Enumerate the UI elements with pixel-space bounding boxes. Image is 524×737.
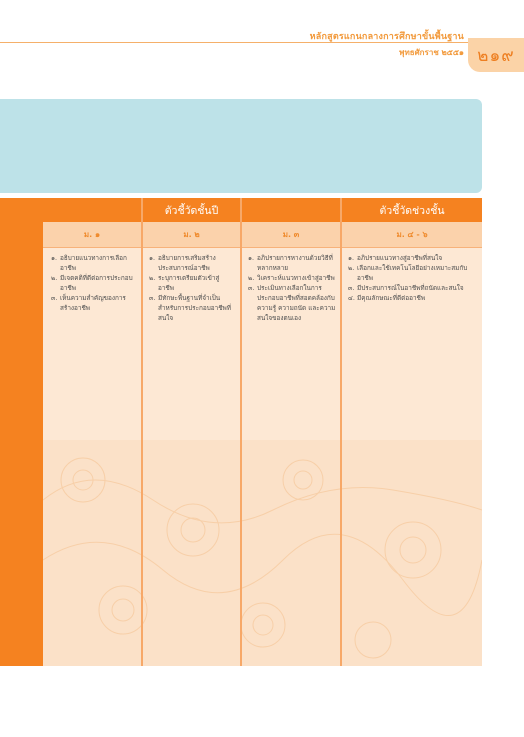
indicator-item: ๒. มีเจตคติที่ดีต่อการประกอบอาชีพ (51, 273, 133, 292)
indicator-item: ๒. ระบุการเตรียมตัวเข้าสู่อาชีพ (149, 273, 220, 292)
indicator-item: ๓. เห็นความสำคัญของการสร้างอาชีพ (51, 293, 126, 312)
indicator-list-m2 (149, 254, 235, 323)
floral-pattern-background (43, 440, 482, 666)
indicator-list-m1 (51, 254, 137, 314)
indicator-item: ๑. อธิบายการเสริมสร้างประสบการณ์อาชีพ (149, 254, 216, 272)
page-number-tab (468, 38, 524, 72)
standard-description-box (0, 99, 482, 193)
indicator-item: ๑. อภิปรายแนวทางสู่อาชีพที่สนใจ (348, 254, 443, 262)
indicator-item: ๒. เลือกและใช้เทคโนโลยีอย่างเหมาะสมกับอาชีพ (348, 263, 468, 282)
indicator-item: ๔. มีคุณลักษณะที่ดีต่ออาชีพ (348, 293, 426, 302)
indicator-list-m3 (248, 254, 336, 323)
grade-indicators-header: ตัวชี้วัดชั้นปี (43, 198, 340, 222)
column-divider (240, 198, 242, 666)
indicator-item: ๓. ประเมินทางเลือกในการประกอบอาชีพที่สอดคล้องกับความรู้ ความถนัด และความสนใจของตนเอง (248, 283, 336, 322)
range-indicators-header: ตัวชี้วัดช่วงชั้น (342, 198, 482, 222)
indicator-item: ๑. อธิบายแนวทางการเลือกอาชีพ (51, 254, 127, 272)
grade-header-m3: ม. ๓ (242, 222, 340, 247)
indicators-table (43, 198, 482, 666)
header-row-divider (43, 247, 482, 248)
grade-header-m1: ม. ๑ (43, 222, 141, 247)
indicator-list-m4-6 (348, 254, 478, 304)
column-divider (141, 198, 143, 666)
document-subtitle: พุทธศักราช ๒๕๕๑ (399, 48, 464, 57)
side-band (0, 198, 43, 666)
indicator-item: ๑. อภิปรายการหางานด้วยวิธีที่หลากหลาย (248, 254, 333, 272)
column-divider (340, 198, 342, 666)
document-title: หลักสูตรแกนกลางการศึกษาขั้นพื้นฐาน (309, 32, 464, 42)
indicator-item: ๓. มีทักษะพื้นฐานที่จำเป็นสำหรับการประกอบอาชีพที่สนใจ (149, 293, 231, 322)
header-divider (0, 42, 470, 43)
indicator-item: ๒. วิเคราะห์แนวทางเข้าสู่อาชีพ (248, 273, 335, 282)
page-number: ๒๑๙ (477, 45, 515, 66)
grade-header-m2: ม. ๒ (143, 222, 240, 247)
indicator-item: ๓. มีประสบการณ์ในอาชีพที่ถนัดและสนใจ (348, 283, 464, 292)
grade-header-m4-6: ม. ๔ - ๖ (342, 222, 482, 247)
